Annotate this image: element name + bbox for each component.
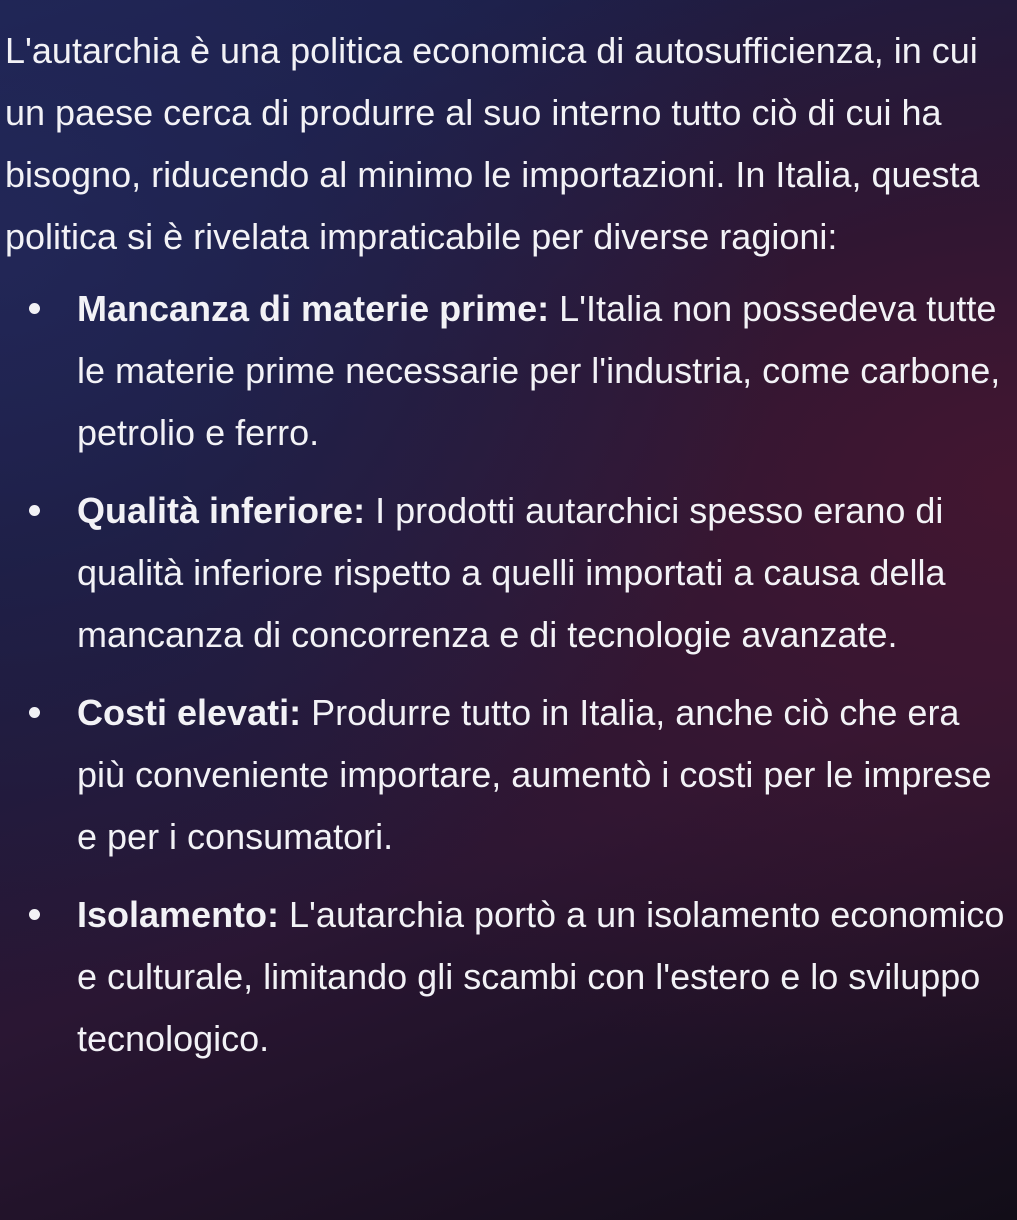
bullet-icon [29,303,40,314]
reasons-list [5,278,1005,1070]
reason-text: Produrre tutto in Italia, anche ciò che era più conveniente importare, aumentò i costi per le imprese e per i consumatori. [77,692,992,857]
bullet-icon [29,909,40,920]
reason-text: L'Italia non possedeva tutte le materie prime necessarie per l'industria, come carbone, petrolio e ferro. [77,288,1001,453]
list-item [5,682,1005,868]
list-item [5,278,1005,464]
reason-text: I prodotti autarchici spesso erano di qualità inferiore rispetto a quelli importati a causa della mancanza di concorrenza e di tecnologie avanzate. [77,490,946,655]
reason-term: Mancanza di materie prime: [77,288,560,329]
list-item [5,480,1005,666]
bullet-icon [29,707,40,718]
reason-term: Costi elevati: [77,692,312,733]
message-content [5,20,1005,1086]
list-item [5,884,1005,1070]
reason-term: Qualità inferiore: [77,490,376,531]
bullet-icon [29,505,40,516]
reason-term: Isolamento: [77,894,290,935]
reason-text: L'autarchia portò a un isolamento economico e culturale, limitando gli scambi con l'estero e lo sviluppo tecnologico. [77,894,1005,1059]
intro-paragraph: L'autarchia è una politica economica di autosufficienza, in cui un paese cerca di produrre al suo interno tutto ciò di cui ha bisogno, riducendo al minimo le importazioni. In Italia, questa politica si è rivelata impraticabile per diverse ragioni: [5,30,980,257]
